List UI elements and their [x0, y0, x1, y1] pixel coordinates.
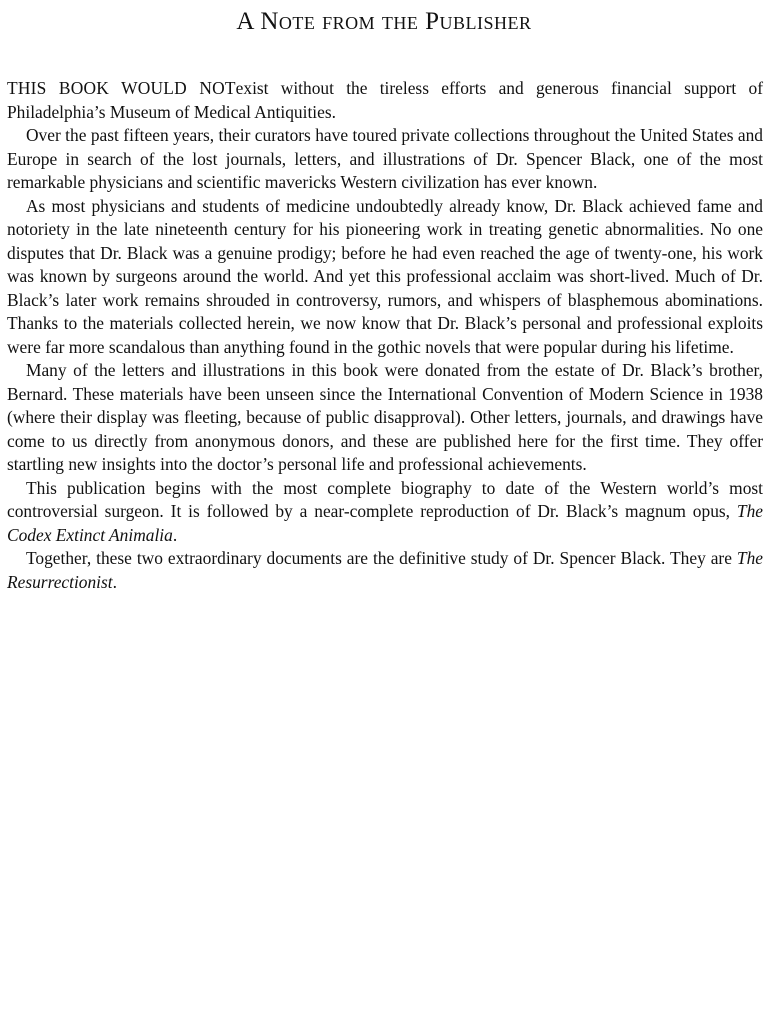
paragraph-6 [7, 547, 763, 594]
paragraph-4 [7, 359, 763, 477]
paragraph-lead-caps: THIS BOOK WOULD NOT [7, 78, 236, 98]
paragraph-3-text: As most physicians and students of medicine undoubtedly already know, Dr. Black achieved fame and notoriety in the late nineteenth century for his pioneering work in treating genetic abnormalities. No one disputes that Dr. Black was a genuine prodigy; before he had even reached the age of twenty-one, his work was known by surgeons around the world. And yet this professional acclaim was short-lived. Much of Dr. Black’s later work remains shrouded in controversy, rumors, and whispers of blasphemous abominations. Thanks to the materials collected herein, we now know that Dr. Black’s personal and professional exploits were far more scandalous than anything found in the gothic novels that were popular during his lifetime. [7, 195, 763, 357]
paragraph-4-text: Many of the letters and illustrations in this book were donated from the estate of Dr. Black’s brother, Bernard. These materials have been unseen since the International Convention of Modern Science in 1938 (where their display was fleeting, because of public disapproval). Other letters, journals, and drawings have come to us directly from anonymous donors, and these are published here for the first time. They offer startling new insights into the doctor’s personal life and professional achievements. [7, 360, 763, 474]
paragraph-6-text: Together, these two extraordinary documents are the definitive study of Dr. Spencer Black. They are [26, 548, 737, 568]
paragraph-5-end: . [172, 524, 178, 545]
paragraph-6-end: . [112, 571, 117, 592]
paragraph-1 [7, 77, 763, 124]
paragraph-5-text: This publication begins with the most complete biography to date of the Western world’s most controversial surgeon. It is followed by a near-complete reproduction of Dr. Black’s magnum opus, [7, 477, 763, 521]
page-title: A Note from the Publisher [236, 8, 532, 35]
paragraph-5 [7, 477, 763, 548]
book-title-codex: The Codex Extinct Animalia [7, 501, 763, 545]
paragraph-2 [7, 124, 763, 195]
publisher-note-body [7, 77, 763, 594]
book-title-resurrectionist: The Resurrectionist [7, 548, 763, 592]
paragraph-3 [7, 195, 763, 360]
paragraph-1-text: exist without the tireless efforts and generous financial support of Philadelphia’s Museum of Medical Antiquities. [7, 78, 764, 122]
paragraph-2-text: Over the past fifteen years, their curators have toured private collections throughout the United States and Europe in search of the lost journals, letters, and illustrations of Dr. Spencer Black, one of the most remarkable physicians and scientific mavericks Western civilization has ever known. [7, 125, 763, 192]
